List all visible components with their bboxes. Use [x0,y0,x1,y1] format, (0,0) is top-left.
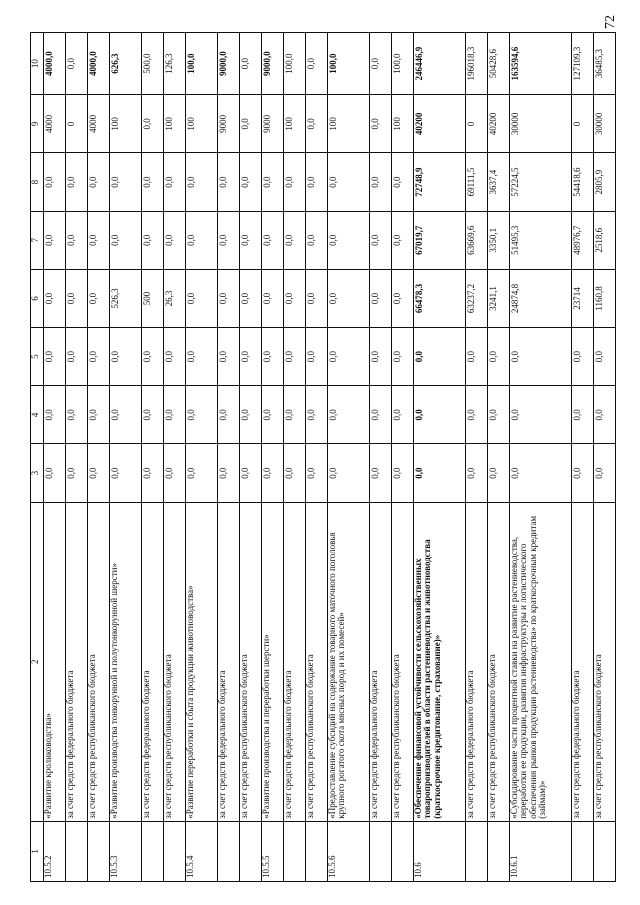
row-value: 54418,6 [572,153,594,211]
header-row [31,33,44,882]
row-value: 0,0 [328,211,370,269]
row-value: 0,0 [414,328,466,386]
row-value: 9000 [218,95,240,153]
row-value: 0,0 [218,211,240,269]
row-code: 10.5.2 [44,821,66,881]
row-value: 0,0 [262,269,284,327]
row-value: 0,0 [370,95,392,153]
row-value: 0,0 [164,444,186,502]
table-row [186,33,218,882]
row-value: 51495,3 [510,211,572,269]
row-value: 0,0 [466,328,488,386]
row-value: 0,0 [328,153,370,211]
row-value: 0,0 [328,386,370,444]
row-description: «Развитие переработки и сбыта продукции животноводства» [186,502,218,821]
row-value: 9000 [262,95,284,153]
row-value: 0,0 [240,33,262,95]
row-value: 0,0 [88,444,110,502]
row-value: 100 [164,95,186,153]
row-value: 0,0 [370,211,392,269]
row-value: 0,0 [44,211,66,269]
col-header: 9 [31,95,44,153]
col-header: 10 [31,33,44,95]
row-description: за счет средств республиканского бюджета [306,502,328,821]
row-description: «Развитие производства и переработки шерсти» [262,502,284,821]
row-value: 3637,4 [488,153,510,211]
row-value: 500,0 [142,33,164,95]
row-value: 4000 [88,95,110,153]
row-value: 0,0 [370,444,392,502]
row-value: 24874,8 [510,269,572,327]
row-value: 100 [284,95,306,153]
row-value: 0,0 [66,211,88,269]
row-value: 9000,0 [262,33,284,95]
row-code [240,821,262,881]
row-description: за счет средств республиканского бюджета [488,502,510,821]
row-value: 127109,3 [572,33,594,95]
row-value: 0,0 [392,386,414,444]
row-value: 0,0 [44,386,66,444]
row-value: 0,0 [110,386,142,444]
col-header: 2 [31,502,44,821]
row-value: 0,0 [142,95,164,153]
row-code [218,821,240,881]
row-description: за счет средств федерального бюджета [572,502,594,821]
row-value: 0,0 [328,328,370,386]
row-value: 0,0 [306,269,328,327]
row-value: 0,0 [142,386,164,444]
row-value: 72748,9 [414,153,466,211]
row-value: 0,0 [66,328,88,386]
row-value: 48976,7 [572,211,594,269]
rotated-table-container [30,32,604,882]
row-value: 0,0 [414,444,466,502]
row-code [284,821,306,881]
row-value: 0,0 [164,328,186,386]
page-number: 72 [603,15,618,29]
row-code [488,821,510,881]
col-header: 8 [31,153,44,211]
row-value: 126,3 [164,33,186,95]
row-value: 0,0 [594,386,616,444]
row-value: 0,0 [142,211,164,269]
table-row [306,33,328,882]
row-description: за счет средств федерального бюджета [218,502,240,821]
row-value: 4000,0 [44,33,66,95]
row-value: 0,0 [186,211,218,269]
row-code [142,821,164,881]
row-value: 30000 [594,95,616,153]
row-value: 0,0 [240,444,262,502]
table-row [44,33,66,882]
row-value: 0,0 [262,386,284,444]
row-value: 2518,6 [594,211,616,269]
row-value: 0,0 [88,269,110,327]
row-value: 0,0 [284,211,306,269]
row-value: 40200 [488,95,510,153]
row-value: 0,0 [164,211,186,269]
budget-table [30,32,616,882]
table-row [572,33,594,882]
row-description: за счет средств федерального бюджета [142,502,164,821]
row-value: 0,0 [186,153,218,211]
row-value: 0,0 [240,269,262,327]
row-code: 10.5.3 [110,821,142,881]
row-value: 0,0 [392,211,414,269]
row-code [306,821,328,881]
row-value: 0,0 [88,328,110,386]
row-value: 63669,6 [466,211,488,269]
table-row [414,33,466,882]
table-row [466,33,488,882]
row-value: 0,0 [66,269,88,327]
row-value: 0,0 [44,153,66,211]
row-value: 0,0 [392,444,414,502]
table-row [142,33,164,882]
row-value: 0,0 [370,33,392,95]
table-row [110,33,142,882]
row-value: 0,0 [218,153,240,211]
table-row [218,33,240,882]
table-row [262,33,284,882]
row-value: 0,0 [510,444,572,502]
row-code [594,821,616,881]
row-value: 0,0 [218,386,240,444]
row-value: 23714 [572,269,594,327]
row-value: 0,0 [466,444,488,502]
row-value: 0,0 [510,328,572,386]
row-value: 0,0 [306,95,328,153]
row-value: 0,0 [370,269,392,327]
col-header: 6 [31,269,44,327]
table-row [328,33,370,882]
col-header: 7 [31,211,44,269]
row-code [572,821,594,881]
row-value: 0,0 [284,444,306,502]
row-value: 0,0 [110,153,142,211]
row-value: 500 [142,269,164,327]
row-value: 100,0 [392,33,414,95]
row-value: 9000,0 [218,33,240,95]
row-value: 0 [572,95,594,153]
row-value: 0,0 [164,153,186,211]
row-description: за счет средств федерального бюджета [66,502,88,821]
row-value: 0,0 [392,269,414,327]
row-value: 0 [66,95,88,153]
row-value: 100 [328,95,370,153]
row-value: 0,0 [370,386,392,444]
row-description: «Предоставление субсидий на содержание товарного маточного поголовья крупного рогатого скота мясных пород и их помесей» [328,502,370,821]
row-value: 0,0 [262,444,284,502]
table-row [284,33,306,882]
row-value: 0,0 [240,386,262,444]
row-value: 69111,5 [466,153,488,211]
row-value: 0,0 [218,444,240,502]
row-value: 0,0 [572,444,594,502]
row-value: 0,0 [306,328,328,386]
row-value: 26,3 [164,269,186,327]
row-value: 0,0 [306,153,328,211]
row-value: 100 [186,95,218,153]
row-value: 0,0 [218,328,240,386]
row-description: «Развитие производства тонкорунной и полутонкорунной шерсти» [110,502,142,821]
row-value: 0,0 [262,211,284,269]
col-header: 3 [31,444,44,502]
table-row [88,33,110,882]
row-description: «Субсидирование части процентной ставки на развитие растениеводства, переработки ее продукции, развития инфраструктуры и логистического обеспечения рынков продукции растениеводства» по краткосрочным кредитам (займам)» [510,502,572,821]
row-value: 0 [466,95,488,153]
row-value: 0,0 [284,269,306,327]
row-value: 0,0 [44,328,66,386]
row-value: 0,0 [414,386,466,444]
row-code: 10.5.6 [328,821,370,881]
col-header: 1 [31,821,44,881]
row-value: 0,0 [370,153,392,211]
row-value: 0,0 [142,153,164,211]
row-value: 0,0 [306,444,328,502]
row-value: 0,0 [66,386,88,444]
row-value: 0,0 [240,328,262,386]
row-value: 0,0 [186,386,218,444]
row-value: 3241,1 [488,269,510,327]
row-value: 0,0 [284,328,306,386]
row-value: 526,3 [110,269,142,327]
row-code [164,821,186,881]
row-value: 0,0 [572,328,594,386]
row-value: 0,0 [88,211,110,269]
row-value: 30000 [510,95,572,153]
row-description: за счет средств республиканского бюджета [392,502,414,821]
row-description: «Развитие кролиководства» [44,502,66,821]
row-value: 196018,3 [466,33,488,95]
row-value: 0,0 [306,211,328,269]
row-value: 0,0 [110,328,142,386]
row-value: 0,0 [392,153,414,211]
table-row [66,33,88,882]
row-value: 0,0 [262,328,284,386]
table-row [392,33,414,882]
row-value: 0,0 [218,269,240,327]
row-value: 0,0 [110,444,142,502]
row-value: 66478,3 [414,269,466,327]
row-description: за счет средств федерального бюджета [370,502,392,821]
row-value: 100 [110,95,142,153]
row-value: 0,0 [88,153,110,211]
row-value: 0,0 [370,328,392,386]
row-value: 63237,2 [466,269,488,327]
row-value: 0,0 [240,211,262,269]
table-row [594,33,616,882]
row-value: 4000 [44,95,66,153]
row-value: 163594,6 [510,33,572,95]
row-code [370,821,392,881]
row-value: 246446,9 [414,33,466,95]
row-value: 0,0 [88,386,110,444]
row-value: 100,0 [284,33,306,95]
row-value: 0,0 [240,95,262,153]
row-value: 0,0 [466,386,488,444]
row-value: 0,0 [186,328,218,386]
row-value: 0,0 [328,269,370,327]
row-value: 100,0 [186,33,218,95]
row-value: 0,0 [488,328,510,386]
table-row [488,33,510,882]
row-value: 57224,5 [510,153,572,211]
row-code [466,821,488,881]
row-code [66,821,88,881]
col-header: 5 [31,328,44,386]
row-code: 10.5.4 [186,821,218,881]
row-value: 0,0 [572,386,594,444]
row-value: 0,0 [66,33,88,95]
row-value: 0,0 [186,444,218,502]
row-value: 0,0 [142,444,164,502]
row-code: 10.6.1 [510,821,572,881]
row-value: 0,0 [284,386,306,444]
row-value: 50428,6 [488,33,510,95]
row-description: «Обеспечение финансовой устойчивости сельскохозяйственных товаропроизводителей в области растениеводства и животноводства (краткосрочное кредитование, страхование)» [414,502,466,821]
row-value: 0,0 [392,328,414,386]
row-value: 626,3 [110,33,142,95]
row-value: 36485,3 [594,33,616,95]
row-value: 0,0 [142,328,164,386]
row-value: 0,0 [488,386,510,444]
row-value: 0,0 [186,269,218,327]
row-value: 0,0 [66,444,88,502]
row-code: 10.6 [414,821,466,881]
row-value: 0,0 [594,328,616,386]
row-code [88,821,110,881]
row-value: 0,0 [66,153,88,211]
row-value: 0,0 [110,211,142,269]
row-code: 10.5.5 [262,821,284,881]
row-value: 0,0 [306,386,328,444]
row-value: 0,0 [284,153,306,211]
table-row [164,33,186,882]
row-value: 0,0 [164,386,186,444]
row-code [392,821,414,881]
table-row [510,33,572,882]
row-value: 0,0 [262,153,284,211]
row-description: за счет средств республиканского бюджета [88,502,110,821]
row-value: 2805,9 [594,153,616,211]
row-description: за счет средств федерального бюджета [466,502,488,821]
row-description: за счет средств республиканского бюджета [164,502,186,821]
row-description: за счет средств республиканского бюджета [594,502,616,821]
row-value: 0,0 [44,269,66,327]
row-description: за счет средств республиканского бюджета [240,502,262,821]
col-header: 4 [31,386,44,444]
row-value: 0,0 [488,444,510,502]
row-value: 0,0 [510,386,572,444]
row-value: 4000,0 [88,33,110,95]
table-row [370,33,392,882]
row-value: 0,0 [240,153,262,211]
row-value: 0,0 [306,33,328,95]
row-value: 67019,7 [414,211,466,269]
row-value: 100 [392,95,414,153]
row-value: 1160,8 [594,269,616,327]
row-value: 40200 [414,95,466,153]
row-value: 100,0 [328,33,370,95]
row-value: 0,0 [594,444,616,502]
table-row [240,33,262,882]
row-value: 0,0 [44,444,66,502]
row-value: 3350,1 [488,211,510,269]
row-value: 0,0 [328,444,370,502]
row-description: за счет средств федерального бюджета [284,502,306,821]
